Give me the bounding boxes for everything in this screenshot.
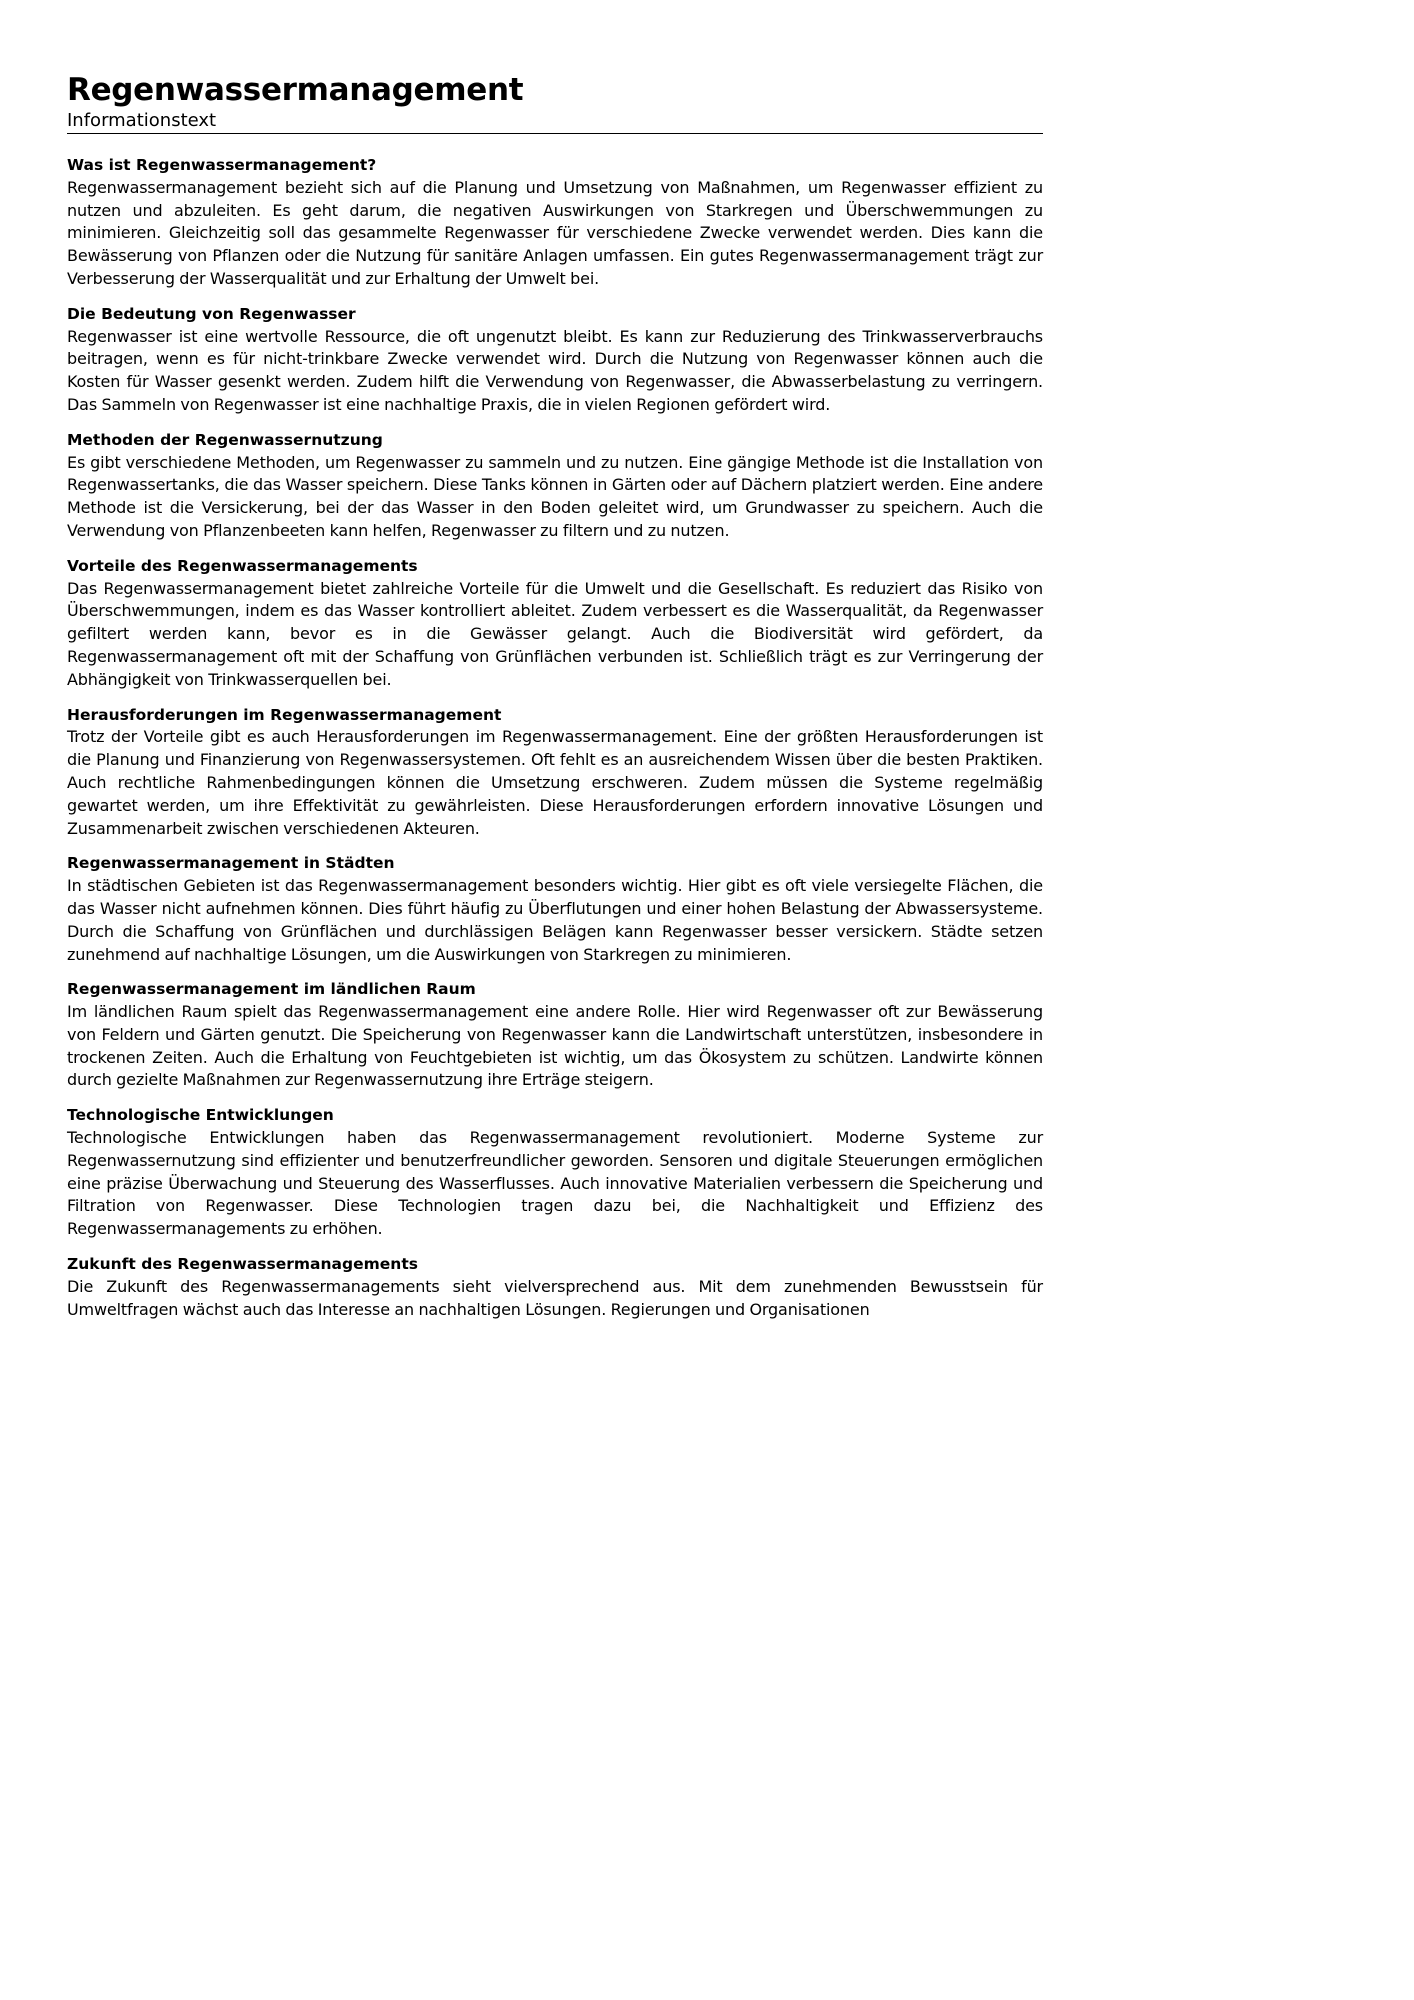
section-heading: Technologische Entwicklungen [67,1106,334,1125]
section-technologie [67,1104,1043,1241]
section-body: Das Regenwassermanagement bietet zahlreiche Vorteile für die Umwelt und die Gesellschaft. Es reduziert das Risiko von Überschwemmungen, indem es das Wasser kontrolliert ableitet. Zudem verbessert es die Wasserqualität, da Regenwasser gefiltert werden kann, bevor es in die Gewässer gelangt. Auch die Biodiversität wird gefördert, da Regenwassermanagement oft mit der Schaffung von Grünflächen verbunden ist. Schließlich trägt es zur Verringerung der Abhängigkeit von Trinkwasserquellen bei. [67,578,1043,689]
section-heading: Regenwassermanagement im ländlichen Raum [67,980,476,999]
section-heading: Methoden der Regenwassernutzung [67,430,383,449]
section-body: Im ländlichen Raum spielt das Regenwassermanagement eine andere Rolle. Hier wird Regenwasser oft zur Bewässerung von Feldern und Gärten genutzt. Die Speicherung von Regenwasser kann die Landwirtschaft unterstützen, insbesondere in trockenen Zeiten. Auch die Erhaltung von Feuchtgebieten ist wichtig, um das Ökosystem zu schützen. Landwirte können durch gezielte Maßnahmen zur Regenwassernutzung ihre Erträge steigern. [67,1002,1043,1090]
section-zukunft [67,1253,1043,1321]
sections-container [67,154,1043,1321]
section-heading: Vorteile des Regenwassermanagements [67,556,418,575]
document-page [67,70,1043,1333]
section-heading: Regenwassermanagement in Städten [67,854,395,873]
section-heading: Zukunft des Regenwassermanagements [67,1255,418,1274]
section-heading: Herausforderungen im Regenwassermanagement [67,705,502,724]
section-body: Es gibt verschiedene Methoden, um Regenwasser zu sammeln und zu nutzen. Eine gängige Methode ist die Installation von Regenwassertanks, die das Wasser speichern. Diese Tanks können in Gärten oder auf Dächern platziert werden. Eine andere Methode ist die Versickerung, bei der das Wasser in den Boden geleitet wird, um Grundwasser zu speichern. Auch die Verwendung von Pflanzenbeeten kann helfen, Regenwasser zu filtern und zu nutzen. [67,452,1043,540]
section-laendlicher-raum [67,978,1043,1092]
section-staedte [67,852,1043,966]
section-body: Trotz der Vorteile gibt es auch Herausforderungen im Regenwassermanagement. Eine der größten Herausforderungen ist die Planung und Finanzierung von Regenwassersystemen. Oft fehlt es an ausreichendem Wissen über die besten Praktiken. Auch rechtliche Rahmenbedingungen können die Umsetzung erschweren. Zudem müssen die Systeme regelmäßig gewartet werden, um ihre Effektivität zu gewährleisten. Diese Herausforderungen erfordern innovative Lösungen und Zusammenarbeit zwischen verschiedenen Akteuren. [67,727,1043,838]
section-heading: Die Bedeutung von Regenwasser [67,304,356,323]
document-title: Regenwassermanagement [67,72,524,108]
section-herausforderungen [67,704,1043,841]
section-body: Die Zukunft des Regenwassermanagements sieht vielversprechend aus. Mit dem zunehmenden Bewusstsein für Umweltfragen wächst auch das Interesse an nachhaltigen Lösungen. Regierungen und Organisationen [67,1276,1043,1319]
section-body: Technologische Entwicklungen haben das Regenwassermanagement revolutioniert. Moderne Systeme zur Regenwassernutzung sind effizienter und benutzerfreundlicher geworden. Sensoren und digitale Steuerungen ermöglichen eine präzise Überwachung und Steuerung des Wasserflusses. Auch innovative Materialien verbessern die Speicherung und Filtration von Regenwasser. Diese Technologien tragen dazu bei, die Nachhaltigkeit und Effizienz des Regenwassermanagements zu erhöhen. [67,1128,1043,1239]
section-body: In städtischen Gebieten ist das Regenwassermanagement besonders wichtig. Hier gibt es oft viele versiegelte Flächen, die das Wasser nicht aufnehmen können. Dies führt häufig zu Überflutungen und einer hohen Belastung der Abwassersysteme. Durch die Schaffung von Grünflächen und durchlässigen Belägen kann Regenwasser besser versickern. Städte setzen zunehmend auf nachhaltige Lösungen, um die Auswirkungen von Starkregen zu minimieren. [67,876,1043,964]
document-subtitle: Informationstext [67,110,1043,134]
section-was-ist [67,154,1043,291]
section-body: Regenwassermanagement bezieht sich auf die Planung und Umsetzung von Maßnahmen, um Regenwasser effizient zu nutzen und abzuleiten. Es geht darum, die negativen Auswirkungen von Starkregen und Überschwemmungen zu minimieren. Gleichzeitig soll das gesammelte Regenwasser für verschiedene Zwecke verwendet werden. Dies kann die Bewässerung von Pflanzen oder die Nutzung für sanitäre Anlagen umfassen. Ein gutes Regenwassermanagement trägt zur Verbesserung der Wasserqualität und zur Erhaltung der Umwelt bei. [67,177,1043,288]
section-body: Regenwasser ist eine wertvolle Ressource, die oft ungenutzt bleibt. Es kann zur Reduzierung des Trinkwasserverbrauchs beitragen, wenn es für nicht-trinkbare Zwecke verwendet wird. Durch die Nutzung von Regenwasser können auch die Kosten für Wasser gesenkt werden. Zudem hilft die Verwendung von Regenwasser, die Abwasserbelastung zu verringern. Das Sammeln von Regenwasser ist eine nachhaltige Praxis, die in vielen Regionen gefördert wird. [67,326,1043,414]
section-vorteile [67,555,1043,692]
section-bedeutung [67,303,1043,417]
section-heading: Was ist Regenwassermanagement? [67,156,377,174]
section-methoden [67,429,1043,543]
